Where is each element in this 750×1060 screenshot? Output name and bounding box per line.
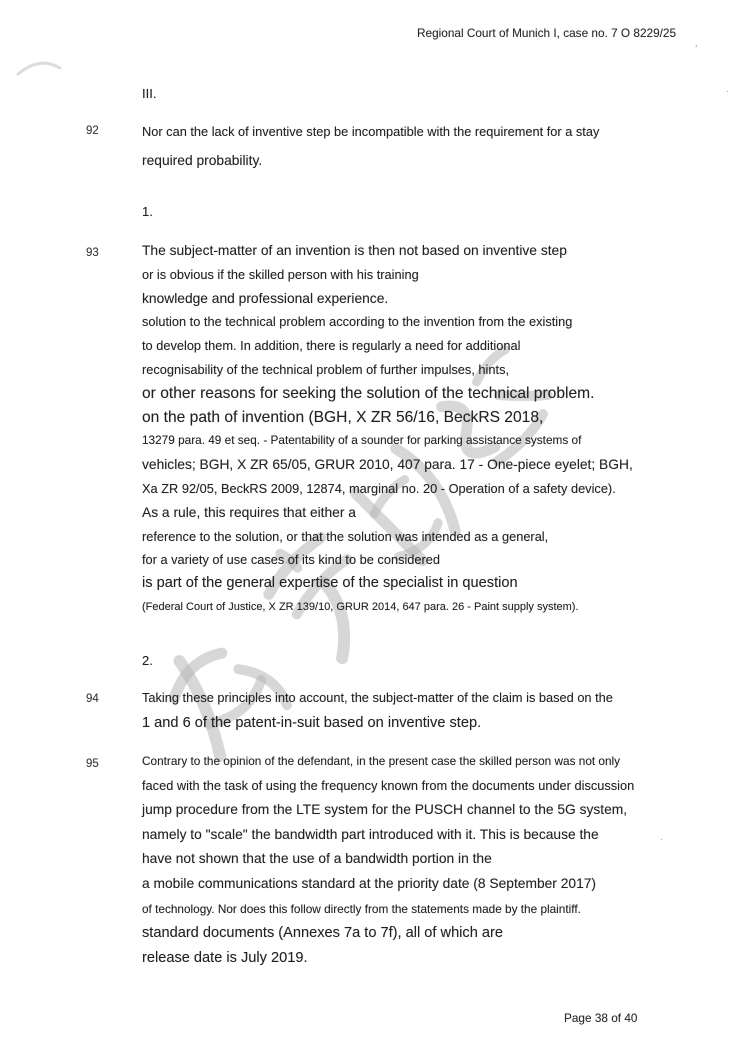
scan-smudge [18, 63, 60, 74]
paragraph-94 [142, 686, 613, 735]
text-line: of technology. Nor does this follow directly from the statements made by the plaintiff. [142, 901, 581, 916]
text-line: recognisability of the technical problem of further impulses, hints, [142, 361, 510, 377]
text-line: have not shown that the use of a bandwidth portion in the [142, 851, 492, 867]
text-line: standard documents (Annexes 7a to 7f), all of which are [142, 925, 503, 942]
text-line: on the path of invention (BGH, X ZR 56/16, BeckRS 2018, [142, 408, 544, 426]
page-number-footer: Page 38 of 40 [564, 1011, 638, 1025]
text-line: faced with the task of using the frequency known from the documents under discussion [142, 777, 635, 793]
paragraph-93 [142, 239, 633, 620]
text-line: Contrary to the opinion of the defendant, in the present case the skilled person was not only [142, 754, 621, 768]
text-line: a mobile communications standard at the priority date (8 September 2017) [142, 875, 597, 891]
text-line: Xa ZR 92/05, BeckRS 2009, 12874, marginal no. 20 - Operation of a safety device). [142, 480, 616, 496]
text-line: Taking these principles into account, the subject-matter of the claim is based on the [142, 690, 613, 705]
text-line: or is obvious if the skilled person with his training [142, 266, 419, 282]
text-line: The subject-matter of an invention is then not based on inventive step [142, 243, 567, 258]
paragraph-number-92: 92 [86, 125, 99, 137]
text-line: reference to the solution, or that the solution was intended as a general, [142, 528, 549, 544]
paragraph-95 [142, 749, 634, 970]
text-line: jump procedure from the LTE system for the PUSCH channel to the 5G system, [142, 802, 628, 818]
text-line: 13279 para. 49 et seq. - Patentability of a sounder for parking assistance systems of [142, 433, 582, 448]
paragraph-92 [142, 117, 599, 175]
text-line: release date is July 2019. [142, 949, 308, 966]
paragraph-number-93: 93 [86, 247, 99, 259]
text-line: 1 and 6 of the patent-in-suit based on inventive step. [142, 714, 482, 731]
text-line: or other reasons for seeking the solution of the technical problem. [142, 384, 595, 402]
text-line: is part of the general expertise of the specialist in question [142, 575, 518, 592]
text-line: vehicles; BGH, X ZR 65/05, GRUR 2010, 407 para. 17 - One-piece eyelet; BGH, [142, 457, 633, 473]
scan-speck: · [660, 834, 663, 844]
text-line: required probability. [142, 153, 263, 168]
paragraph-number-95: 95 [86, 758, 99, 770]
subsection-heading-1: 1. [142, 204, 153, 219]
subsection-heading-2: 2. [142, 653, 153, 668]
text-line: solution to the technical problem according to the invention from the existing [142, 314, 573, 330]
paragraph-number-94: 94 [86, 693, 99, 705]
text-line: As a rule, this requires that either a [142, 504, 356, 520]
citation-line: (Federal Court of Justice, X ZR 139/10, GRUR 2014, 647 para. 26 - Paint supply system). [142, 600, 579, 613]
text-line: knowledge and professional experience. [142, 290, 389, 306]
text-line: for a variety of use cases of its kind to be considered [142, 552, 441, 568]
section-heading-iii: III. [142, 86, 157, 101]
text-line: Nor can the lack of inventive step be incompatible with the requirement for a stay [142, 124, 600, 139]
text-line: namely to "scale" the bandwidth part introduced with it. This is because the [142, 826, 599, 842]
text-line: to develop them. In addition, there is regularly a need for additional [142, 338, 521, 354]
scan-speck: ʼ [695, 44, 698, 56]
scan-speck: · [726, 86, 729, 96]
case-reference-header: Regional Court of Munich I, case no. 7 O 8229/25 [417, 26, 677, 40]
